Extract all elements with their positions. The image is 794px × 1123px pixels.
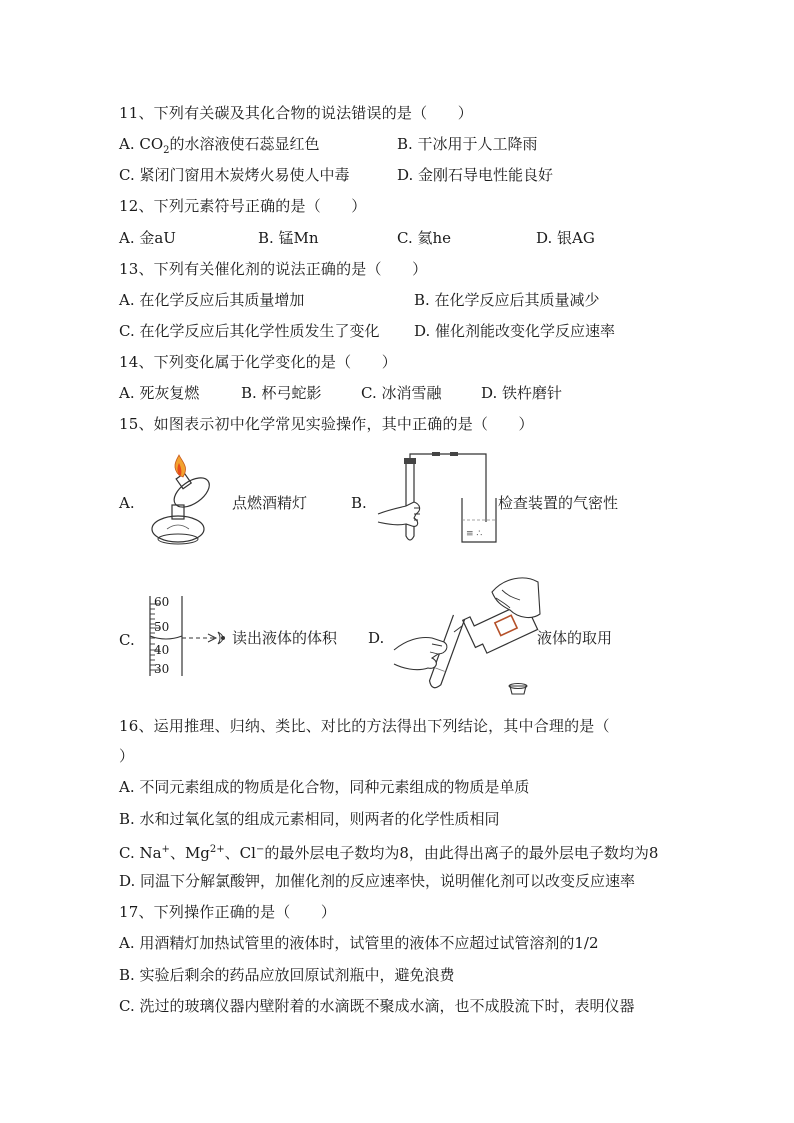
tick-label-30: 30 [154,662,170,676]
q14-option-c[interactable]: C. 冰消雪融 [361,384,442,402]
q12-option-c[interactable]: C. 氦he [397,229,452,247]
q13-option-d[interactable]: D. 催化剂能改变化学反应速率 [414,322,616,340]
q11-option-b[interactable]: B. 干冰用于人工降雨 [397,135,538,153]
q16-stem: 16、运用推理、归纳、类比、对比的方法得出下列结论，其中合理的是（ [119,717,610,735]
q13-option-c[interactable]: C. 在化学反应后其化学性质发生了变化 [119,322,380,340]
q16-option-a[interactable]: A. 不同元素组成的物质是化合物，同种元素组成的物质是单质 [119,778,530,796]
q14-option-d[interactable]: D. 铁杵磨针 [481,384,563,402]
q13-option-a[interactable]: A. 在化学反应后其质量增加 [119,291,305,309]
q15-option-a-letter[interactable]: A. [119,494,135,512]
q14-option-a[interactable]: A. 死灰复燃 [119,384,200,402]
q12-stem: 12、下列元素符号正确的是（ ） [119,197,367,215]
q16-stem-continuation: ） [119,747,135,765]
q15-option-c-caption: 读出液体的体积 [232,629,338,647]
q16-option-c[interactable]: C. Na+、$Mg^{2+}$、Cl−的最外层电子数均为8，由此得出离子的最外层电子数均为8 [119,844,659,862]
q15-option-c-letter[interactable]: C. [119,631,135,649]
tick-label-50: 50 [154,620,170,634]
liquid-pouring-illustration [392,574,542,706]
q13-option-b[interactable]: B. 在化学反应后其质量减少 [414,291,600,309]
q15-option-b-letter[interactable]: B. [351,494,367,512]
q13-stem: 13、下列有关催化剂的说法正确的是（ ） [119,260,428,278]
q17-option-b[interactable]: B. 实验后剩余的药品应放回原试剂瓶中，避免浪费 [119,966,455,984]
q15-option-a-caption: 点燃酒精灯 [232,494,308,512]
q15-option-d-caption: 液体的取用 [537,629,613,647]
q11-stem: 11、下列有关碳及其化合物的说法错误的是（ ） [119,104,473,122]
q16-option-d[interactable]: D. 同温下分解氯酸钾，加催化剂的反应速率快，说明催化剂可以改变反应速率 [119,872,636,890]
tick-label-40: 40 [154,643,170,657]
q11-option-d[interactable]: D. 金刚石导电性能良好 [397,166,554,184]
airtightness-check-illustration [378,452,500,549]
q17-option-a[interactable]: A. 用酒精灯加热试管里的液体时，试管里的液体不应超过试管溶剂的1/2 [119,934,599,952]
q12-option-a[interactable]: A. 金aU [119,229,176,247]
svg-text:≡ ∴: ≡ ∴ [466,529,483,539]
q11-option-c[interactable]: C. 紧闭门窗用木炭烤火易使人中毒 [119,166,350,184]
q17-option-c[interactable]: C. 洗过的玻璃仪器内壁附着的水滴既不聚成水滴，也不成股流下时，表明仪器 [119,997,635,1015]
q14-stem: 14、下列变化属于化学变化的是（ ） [119,353,397,371]
q12-option-d[interactable]: D. 银AG [536,229,595,247]
alcohol-lamp-lighting-illustration [145,455,230,550]
q17-stem: 17、下列操作正确的是（ ） [119,903,337,921]
q11-option-a[interactable]: A. $CO_2$的水溶液使石蕊显红色 [119,135,320,156]
q12-option-b[interactable]: B. 锰Mn [258,229,319,247]
q15-option-d-letter[interactable]: D. [368,629,385,647]
q16-option-b[interactable]: B. 水和过氧化氢的组成元素相同，则两者的化学性质相同 [119,810,500,828]
q15-stem: 15、如图表示初中化学常见实验操作，其中正确的是（ ） [119,415,534,433]
tick-label-60: 60 [154,595,170,609]
q15-option-b-caption: 检查装置的气密性 [498,494,619,512]
q14-option-b[interactable]: B. 杯弓蛇影 [241,384,322,402]
